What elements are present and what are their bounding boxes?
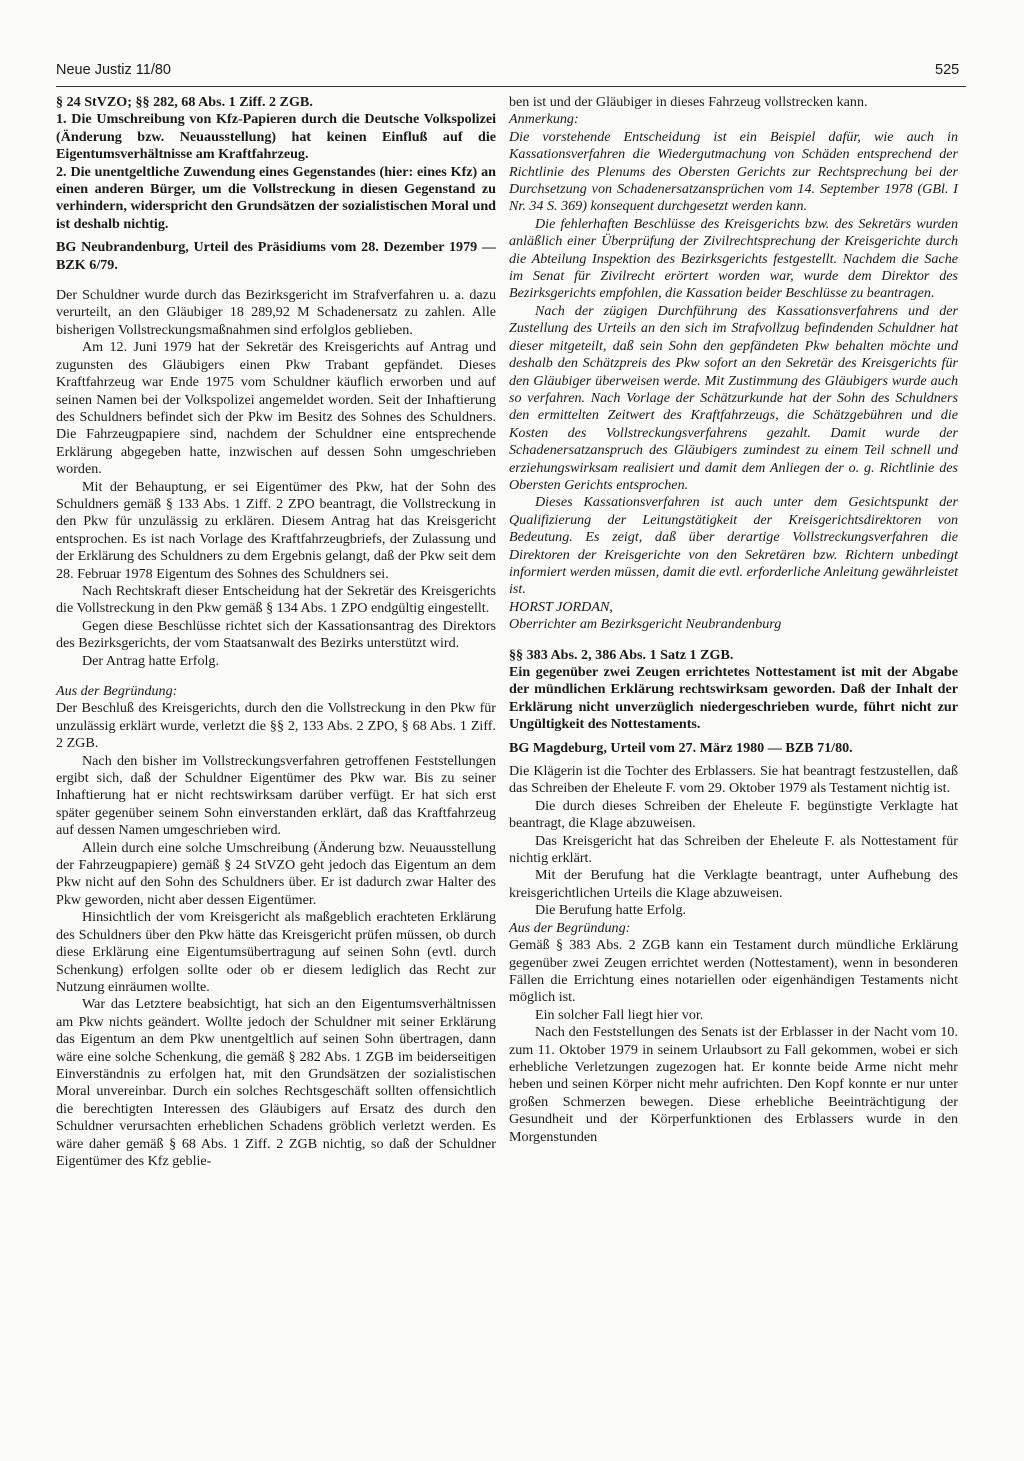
- headnote: Ein gegenüber zwei Zeugen errichtetes Nottestament ist mit der Abgabe der mündlichen Erklärung rechtswirksam geworden. Daß der Inhalt der Erklärung nicht unverzüglich niedergeschrieben wurde, führt nicht zur Ungültigkeit des Nottestaments.: [509, 664, 958, 733]
- paragraph: Gemäß § 383 Abs. 2 ZGB kann ein Testament durch mündliche Erklärung gegenüber zwei Zeugen errichtet werden (Nottestament), wenn in besonderen Fällen die Errichtung eines notariellen oder eigenhändigen Testaments nicht möglich ist.: [509, 937, 958, 1006]
- court-reference: BG Magdeburg, Urteil vom 27. März 1980 — BZB 71/80.: [509, 739, 853, 756]
- paragraph: Nach den Feststellungen des Senats ist der Erblasser in der Nacht vom 10. zum 11. Oktober 1979 in seinem Urlaubsort zu Fall gekommen, wobei er sich erhebliche Verletzungen zugezogen hat. Er konnte beide Arme nicht mehr heben und seinen Körper nicht mehr aufrichten. Den Kopf konnte er nur unter großen Schmerzen bewegen. Diese erhebliche Beeinträchtigung der Gesundheit und der Körperfunktionen des Erblassers wurde in den Morgenstunden: [509, 1024, 958, 1145]
- paragraph: Ein solcher Fall liegt hier vor.: [535, 1006, 704, 1023]
- paragraph: Allein durch eine solche Umschreibung (Änderung bzw. Neuausstellung der Fahrzeugpapiere) gemäß § 24 StVZO geht jedoch das Eigentum an dem Pkw nicht auf den Sohn des Schuldners über. Er ist dadurch zwar Halter des Pkw geworden, nicht aber dessen Eigentümer.: [56, 839, 496, 908]
- paragraph: Der Antrag hatte Erfolg.: [82, 652, 219, 669]
- paragraph: ben ist und der Gläubiger in dieses Fahrzeug vollstrecken kann.: [509, 94, 868, 110]
- paragraph: Hinsichtlich der vom Kreisgericht als maßgeblich erachteten Erklärung des Schuldners über den Pkw hätte das Kreisgericht prüfen müssen, ob durch diese Erklärung eine Eigentumsübertragung auf seinen Sohn (evtl. durch Schenkung) erfolgen sollte oder ob er diesem lediglich das Recht zur Nutzung einräumen wollte.: [56, 909, 496, 995]
- paragraph: Der Schuldner wurde durch das Bezirksgericht im Strafverfahren u. a. dazu verurteilt, an den Gläubiger 18 289,92 M Schadenersatz zu zahlen. Alle bisherigen Vollstreckungsmaßnahmen sind erfolglos geblieben.: [56, 287, 496, 338]
- paragraph: Mit der Behauptung, er sei Eigentümer des Pkw, hat der Sohn des Schuldners gemäß § 133 Abs. 1 Ziff. 2 ZPO beantragt, die Vollstreckung in den Pkw für unzulässig zu erklären. Diesem Antrag hat das Kreisgericht entsprochen. Es ist nach Vorlage des Kraftfahrzeugbriefs, der Zulassung und der Erklärung des Schuldners zu dem Ergebnis gelangt, daß der Pkw seit dem 28. Februar 1978 Eigentum des Sohnes des Schuldners sei.: [56, 478, 496, 582]
- citation-heading: §§ 383 Abs. 2, 386 Abs. 1 Satz 1 ZGB.: [509, 646, 734, 663]
- section-label: Anmerkung:: [509, 111, 579, 128]
- paragraph: Nach den bisher im Vollstreckungsverfahren getroffenen Feststellungen ergibt sich, daß der Schuldner Eigentümer des Pkw war. Bis zu seiner Inhaftierung hat er nicht rechtswirksam darüber verfügt. Er hat sich erst später gegenüber seinem Sohn einverstanden erklärt, daß das Kraftfahrzeug auf dessen Namen umgeschrieben wird.: [56, 752, 496, 839]
- section-label: Aus der Begründung:: [509, 919, 631, 936]
- paragraph: Nach Rechtskraft dieser Entscheidung hat der Sekretär des Kreisgerichts die Vollstreckung in den Pkw gemäß § 134 Abs. 1 ZPO endgültig eingestellt.: [56, 582, 496, 617]
- header-rule: [56, 86, 966, 87]
- court-reference: BG Neubrandenburg, Urteil des Präsidiums vom 28. Dezember 1979 — BZK 6/79.: [56, 239, 496, 273]
- headnote-1: 1. Die Umschreibung von Kfz-Papieren durch die Deutsche Volkspolizei (Änderung bzw. Neuausstellung) hat keinen Einfluß auf die Eigentumsverhältnisse am Kraftfahrzeug.: [56, 111, 496, 163]
- paragraph: Das Kreisgericht hat das Schreiben der Eheleute F. als Nottestament für nichtig erklärt.: [509, 832, 958, 867]
- annotation-paragraph: Die fehlerhaften Beschlüsse des Kreisgerichts bzw. des Sekretärs wurden anläßlich einer Überprüfung der Zivilrechtsprechung der Kreisgerichte durch die Abteilung Inspektion des Bezirksgerichts festgestellt. Nachdem die Sache im Senat für Zivilrecht erörtert worden war, wurde dem Direktor des Bezirksgerichts empfohlen, die Kassation beider Beschlüsse zu beantragen.: [509, 215, 958, 302]
- section-label: Aus der Begründung:: [56, 683, 178, 699]
- page-number: 525: [935, 62, 960, 78]
- paragraph: Der Beschluß des Kreisgerichts, durch den die Vollstreckung in den Pkw für unzulässig erklärt wurde, verletzt die §§ 2, 133 Abs. 2 ZPO, § 68 Abs. 1 Ziff. 2 ZGB.: [56, 700, 496, 752]
- paragraph: Die Berufung hatte Erfolg.: [535, 902, 687, 919]
- citation-heading: § 24 StVZO; §§ 282, 68 Abs. 1 Ziff. 2 ZGB.: [56, 94, 313, 110]
- right-column: [509, 94, 958, 1146]
- paragraph: Die durch dieses Schreiben der Eheleute F. begünstigte Verklagte hat beantragt, die Klage abzuweisen.: [509, 797, 958, 832]
- paragraph: Mit der Berufung hat die Verklagte beantragt, unter Aufhebung des kreisgerichtlichen Urteils die Klage abzuweisen.: [509, 867, 958, 901]
- paragraph: Die Klägerin ist die Tochter des Erblassers. Sie hat beantragt festzustellen, daß das Schreiben der Eheleute F. vom 29. Oktober 1979 als Testament nichtig ist.: [509, 763, 958, 797]
- paragraph: Gegen diese Beschlüsse richtet sich der Kassationsantrag des Direktors des Bezirksgerichts, der vom Staatsanwalt des Bezirks unterstützt wird.: [56, 617, 496, 652]
- headnote-2: 2. Die unentgeltliche Zuwendung eines Gegenstandes (hier: eines Kfz) an einen anderen Bürger, um die Vollstreckung in diesen Gegenstand zu verhindern, widerspricht den Grundsätzen der sozialistischen Moral und ist deshalb nichtig.: [56, 163, 496, 232]
- annotation-paragraph: Nach der zügigen Durchführung des Kassationsverfahrens und der Zustellung des Urteils an den sich im Strafvollzug befindenden Schuldner hat dieser mitgeteilt, daß sein Sohn den gepfändeten Pkw behalten möchte und deshalb den Schätzpreis des Pkw sofort an den Sekretär des Kreisgerichts für den Gläubiger überweisen werde. Mit Zustimmung des Gläubigers wurde auch so verfahren. Nach Vorlage der Schätzurkunde hat der Sohn des Schuldners den ermittelten Zeitwert des Kraftfahrzeugs, die Schätzgebühren und die Kosten des Vollstreckungsverfahrens gezahlt. Damit wurde der Schadenersatzanspruch des Gläubigers zumindest zu einem Teil schnell und erziehungswirksam realisiert und damit dem Anliegen der o. g. Richtlinie des Obersten Gerichts entsprochen.: [509, 302, 958, 493]
- author-name: HORST JORDAN,: [509, 598, 613, 615]
- annotation-paragraph: Dieses Kassationsverfahren ist auch unter dem Gesichtspunkt der Qualifizierung der Leitungstätigkeit der Kreisgerichtsdirektoren von Bedeutung. Es zeigt, daß über derartige Vollstreckungsverfahren die Direktoren der Kreisgerichte von den Sekretären bzw. Richtern unbedingt informiert werden müssen, damit die evtl. erforderliche Anleitung gewährleistet ist.: [509, 494, 958, 598]
- left-column: [56, 94, 496, 1170]
- author-title: Oberrichter am Bezirksgericht Neubrandenburg: [509, 616, 782, 633]
- paragraph: War das Letztere beabsichtigt, hat sich an den Eigentumsverhältnissen am Pkw nichts geändert. Wollte jedoch der Schuldner mit seiner Erklärung das Eigentum an dem Pkw unentgeltlich auf seinen Sohn übertragen, dann wäre eine solche Schenkung, die gemäß § 282 Abs. 1 ZGB im beiderseitigen Einverständnis zu erfolgen hat, mit den Grundsätzen der sozialistischen Moral unvereinbar. Durch ein solches Rechtsgeschäft sollten offensichtlich die berechtigten Interessen des Gläubigers auf Ersatz des durch den Schuldner verursachten erheblichen Schadens gröblich verletzt werden. Es wäre daher gemäß § 68 Abs. 1 Ziff. 2 ZGB nichtig, so daß der Schuldner Eigentümer des Kfz geblie-: [56, 996, 496, 1169]
- annotation-paragraph: Die vorstehende Entscheidung ist ein Beispiel dafür, wie auch in Kassationsverfahren die Wiedergutmachung von Schäden entsprechend der Richtlinie des Plenums des Obersten Gerichts zur Rechtsprechung bei der Durchsetzung von Schadenersatzansprüchen vom 14. September 1978 (GBl. I Nr. 34 S. 369) konsequent durchgesetzt werden kann.: [509, 128, 958, 215]
- running-header-journal: Neue Justiz 11/80: [56, 62, 171, 78]
- paragraph: Am 12. Juni 1979 hat der Sekretär des Kreisgerichts auf Antrag und zugunsten des Gläubigers einen Pkw Trabant gepfändet. Dieses Kraftfahrzeug war Ende 1975 vom Schuldner käuflich erworben und auf seinen Namen bei der Volkspolizei angemeldet worden. Seit der Inhaftierung des Schuldners befindet sich der Pkw im Besitz des Sohnes des Schuldners. Die Fahrzeugpapiere sind, nachdem der Schuldner eine entsprechende Erklärung abgegeben hatte, inzwischen auf dessen Sohn umgeschrieben worden.: [56, 339, 496, 478]
